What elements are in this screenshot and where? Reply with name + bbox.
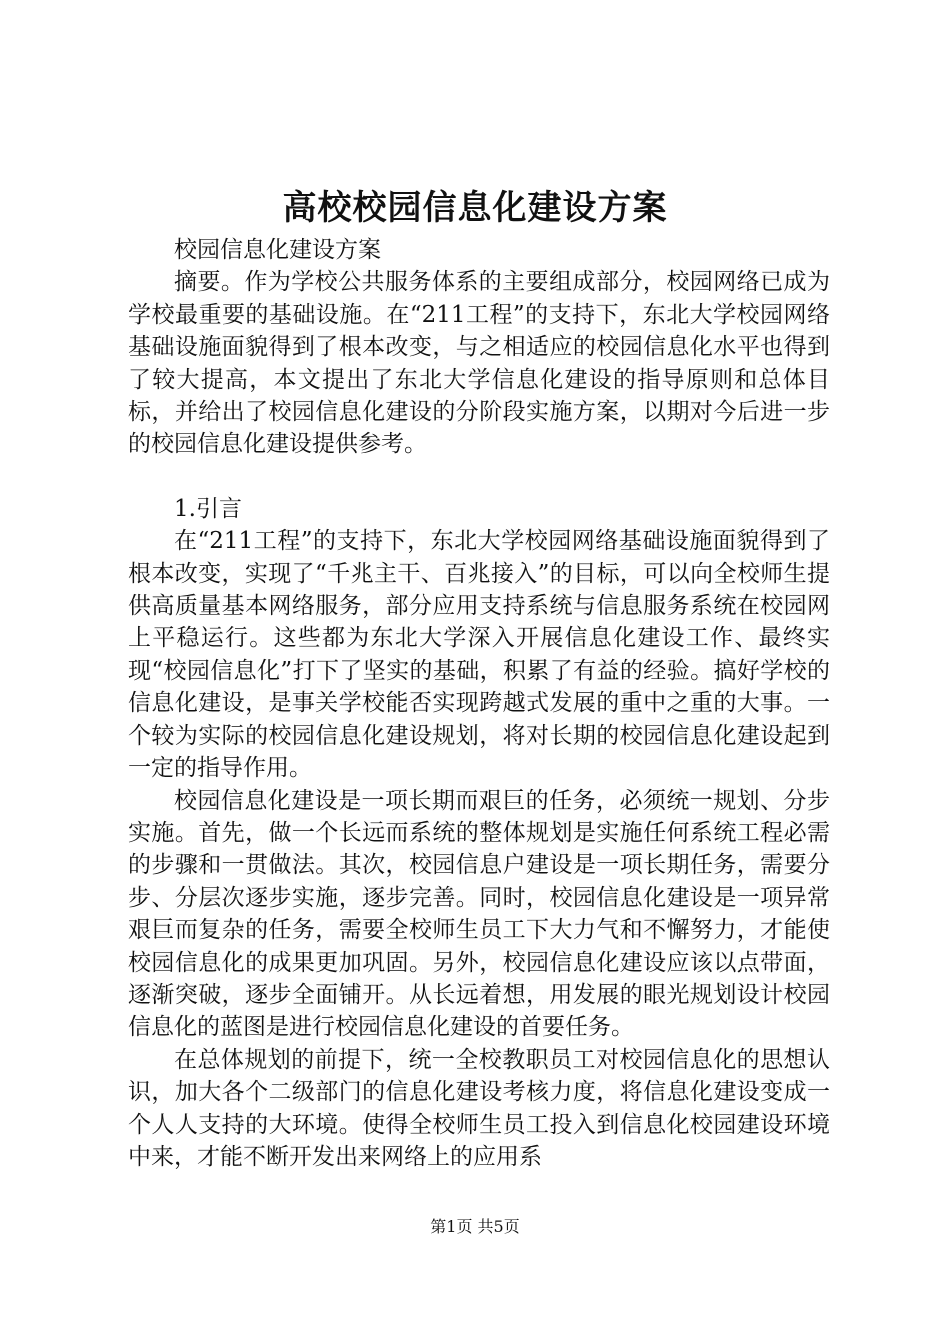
abstract-paragraph: 摘要。作为学校公共服务体系的主要组成部分，校园网络已成为学校最重要的基础设施。在“211工程”的支持下，东北大学校园网络基础设施面貌得到了根本改变，与之相适应的校园信息化水平也得到了较大提高，本文提出了东北大学信息化建设的指导原则和总体目标，并给出了校园信息化建设的分阶段实施方案，以期对今后进一步的校园信息化建设提供参考。	[128, 269, 830, 458]
paragraph-gap	[128, 461, 830, 493]
body-paragraph: 在“211工程”的支持下，东北大学校园网络基础设施面貌得到了根本改变，实现了“千兆主干、百兆接入”的目标，可以向全校师生提供高质量基本网络服务，部分应用支持系统与信息服务系统在校园网上平稳运行。这些都为东北大学深入开展信息化建设工作、最终实现“校园信息化”打下了坚实的基础，积累了有益的经验。搞好学校的信息化建设，是事关学校能否实现跨越式发展的重中之重的大事。一个较为实际的校园信息化建设规划，将对长期的校园信息化建设起到一定的指导作用。	[128, 528, 830, 782]
document-body	[128, 234, 830, 1173]
section-heading: 1.引言	[174, 495, 242, 522]
body-paragraph: 在总体规划的前提下，统一全校教职员工对校园信息化的思想认识，加大各个二级部门的信息化建设考核力度，将信息化建设变成一个人人支持的大环境。使得全校师生员工投入到信息化校园建设环境中来，才能不断开发出来网络上的应用系	[128, 1046, 830, 1170]
body-paragraph: 校园信息化建设是一项长期而艰巨的任务，必须统一规划、分步实施。首先，做一个长远而系统的整体规划是实施任何系统工程必需的步骤和一贯做法。其次，校园信息户建设是一项长期任务，需要分步、分层次逐步实施，逐步完善。同时，校园信息化建设是一项异常艰巨而复杂的任务，需要全校师生员工下大力气和不懈努力，才能使校园信息化的成果更加巩固。另外，校园信息化建设应该以点带面，逐渐突破，逐步全面铺开。从长远着想，用发展的眼光规划设计校园信息化的蓝图是进行校园信息化建设的首要任务。	[128, 787, 830, 1041]
document-subtitle: 校园信息化建设方案	[174, 237, 381, 263]
page-footer: 第1页 共5页	[430, 1217, 520, 1236]
document-title: 高校校园信息化建设方案	[282, 188, 668, 228]
